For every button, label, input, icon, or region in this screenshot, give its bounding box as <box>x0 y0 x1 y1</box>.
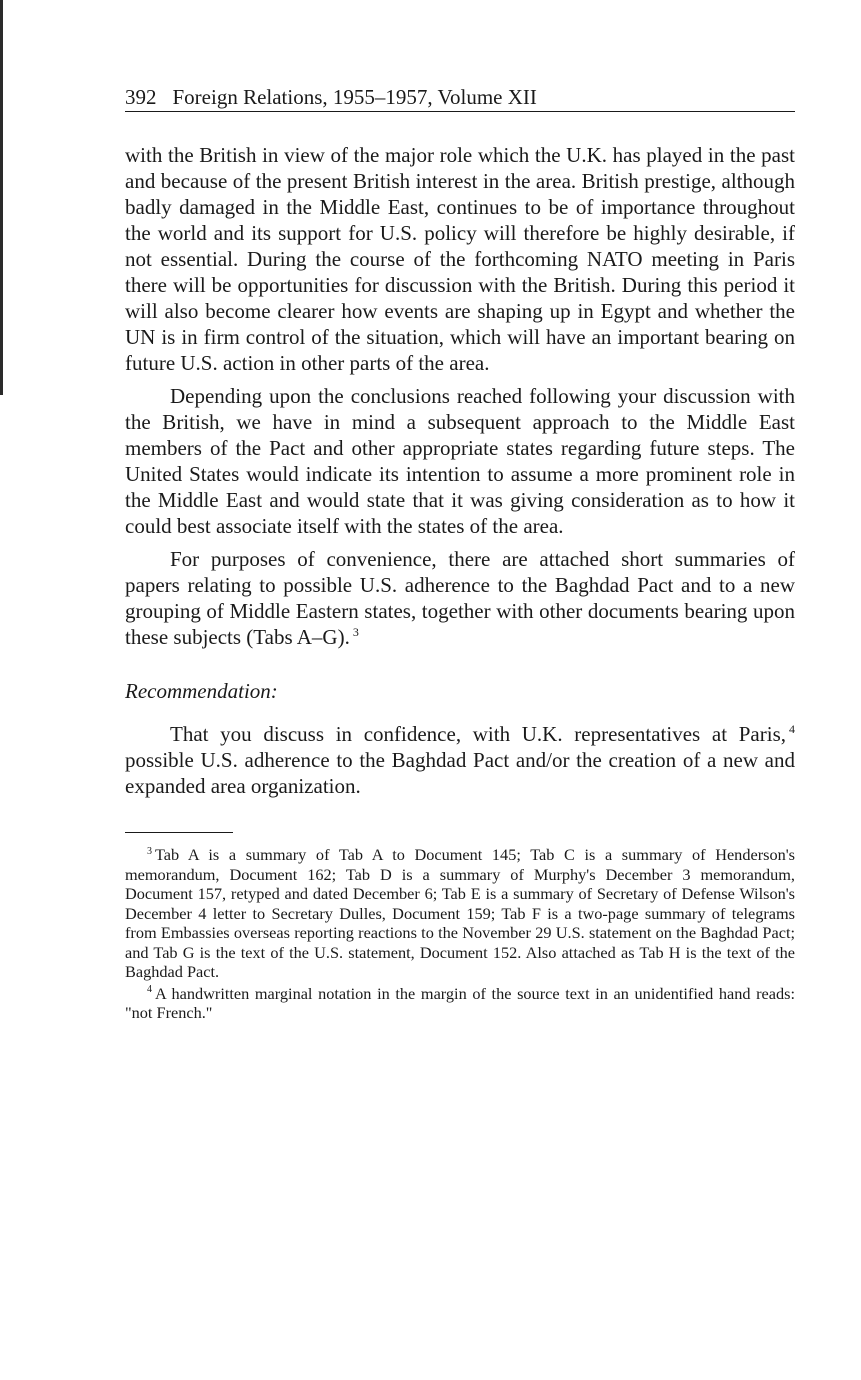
footnote-4 <box>125 984 795 1023</box>
footnote-mark-4: 4 <box>147 984 152 996</box>
footnote-3-text: Tab A is a summary of Tab A to Document 145; Tab C is a summary of Henderson's memorandum, Document 162; Tab D is a summary of Murphy's December 3 memorandum, Document 157, retyped and dated December 6; Tab E is a summary of Secretary of Defense Wilson's December 4 letter to Secretary Dulles, Document 159; Tab F is a two-page summary of telegrams from Embassies overseas reporting reactions to the November 29 U.S. statement on the Baghdad Pact; and Tab G is the text of the U.S. statement, Document 152. Also attached as Tab H is the text of the Baghdad Pact. <box>125 845 795 981</box>
paragraph-purposes-text: For purposes of convenience, there are attached short summaries of papers relating to possible U.S. adherence to the Baghdad Pact and to a new grouping of Middle Eastern states, together with other documents bearing upon these subjects (Tabs A–G). <box>125 547 795 649</box>
recommendation-text-start: That you discuss in confidence, with U.K. representatives at Paris, <box>170 722 786 746</box>
footnotes <box>125 845 795 1023</box>
recommendation-heading: Recommendation: <box>125 679 278 703</box>
paragraph-depending: Depending upon the conclusions reached following your discussion with the British, we have in mind a subsequent approach to the Middle East members of the Pact and other appropriate states regarding future steps. The United States would indicate its intention to assume a more prominent role in the Middle East and would state that it was giving consideration as to how it could best associate itself with the states of the area. <box>125 384 795 538</box>
footnote-reference-4[interactable]: 4 <box>789 722 795 736</box>
document-page <box>125 84 795 1025</box>
body-text <box>125 142 795 799</box>
scan-left-edge <box>0 0 3 395</box>
running-head <box>125 84 795 112</box>
recommendation-text-end: possible U.S. adherence to the Baghdad Pact and/or the creation of a new and expanded area organization. <box>125 748 795 798</box>
volume-title: Foreign Relations, 1955–1957, Volume XII <box>172 85 537 109</box>
footnote-4-text: A handwritten marginal notation in the margin of the source text in an unidentified hand reads: "not French." <box>125 983 795 1022</box>
footnote-divider <box>125 832 233 833</box>
footnote-reference-3[interactable]: 3 <box>352 625 359 639</box>
recommendation-paragraph <box>125 721 795 799</box>
page-number: 392 <box>125 85 157 109</box>
footnote-3 <box>125 845 795 982</box>
paragraph-continued: with the British in view of the major role which the U.K. has played in the past and because of the present British interest in the area. British prestige, although badly damaged in the Middle East, continues to be of importance throughout the world and its support for U.S. policy will therefore be highly desirable, if not essential. During the course of the forthcoming NATO meeting in Paris there will be opportunities for discussion with the British. During this period it will also become clearer how events are shaping up in Egypt and whether the UN is in firm control of the situation, which will have an important bearing on future U.S. action in other parts of the area. <box>125 143 795 375</box>
paragraph-purposes <box>125 546 795 650</box>
footnote-mark-3: 3 <box>147 845 152 857</box>
